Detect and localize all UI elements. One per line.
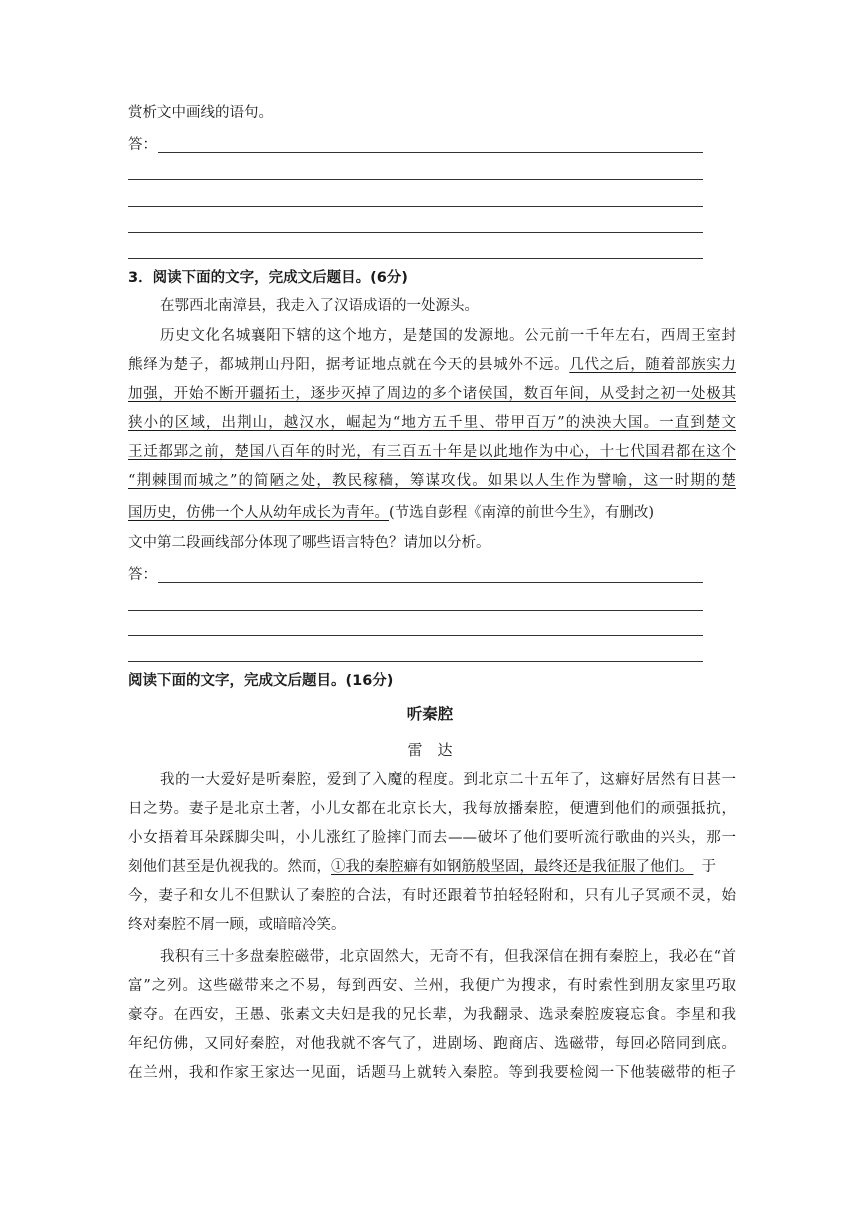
- q3-source: (节选自彭程《南漳的前世今生》，有删改): [389, 505, 655, 521]
- q2-instruction: 赏析文中画线的语句。: [128, 105, 273, 121]
- q3-p2-line-2: [128, 355, 736, 375]
- answer-label: 答：: [128, 567, 157, 583]
- q3-underlined-start: 几代之后，随着部族实力: [569, 357, 737, 373]
- passage-p2-line-1: 我积有三十多盘秦腔磁带，北京固然大，无奇不有，但我深信在拥有秦腔上，我必在“首: [160, 949, 736, 965]
- answer-line: [128, 179, 703, 180]
- answer-line: [158, 582, 703, 583]
- passage-p1-line-4-plain: 刻他们甚至是仇视我的。然而，: [128, 859, 331, 875]
- q3-heading: 3．阅读下面的文字，完成文后题目。(6分): [128, 270, 408, 286]
- answer-line: [128, 232, 703, 233]
- passage-p1-line-2: 日之势。妻子是北京土著，小儿女都在北京长大，我每放播秦腔，便遭到他们的顽强抵抗，: [128, 801, 736, 817]
- reading-heading: 阅读下面的文字，完成文后题目。(16分): [128, 673, 394, 689]
- q3-p2-line-1: 历史文化名城襄阳下辖的这个地方，是楚国的发源地。公元前一千年左右，西周王室封: [160, 328, 736, 344]
- answer-line: [128, 635, 703, 636]
- passage-author: 雷 达: [407, 741, 453, 759]
- passage-p2-line-5: 在兰州，我和作家王家达一见面，话题马上就转入秦腔。等到我要检阅一下他装磁带的柜子: [128, 1065, 736, 1081]
- passage-p1-line-4-tail: 于: [701, 859, 716, 875]
- q3-underlined-end: 国历史，仿佛一个人从幼年成长为青年。: [128, 505, 389, 521]
- q3-p2-line-5: 王迁都郢之前，楚国八百年的时光，有三百五十年是以此地作为中心，十七代国君都在这个: [128, 444, 736, 460]
- q2-answer-area[interactable]: [128, 135, 708, 155]
- answer-line: [128, 661, 703, 662]
- answer-line: [158, 152, 703, 153]
- passage-p1-line-1: 我的一大爱好是听秦腔，爱到了入魔的程度。到北京二十五年了，这癖好居然有日甚一: [160, 772, 736, 788]
- answer-line: [128, 258, 703, 259]
- passage-p1-line-5: 今，妻子和女儿不但默认了秦腔的合法，有时还跟着节拍轻轻附和，只有儿子冥顽不灵，始: [128, 888, 736, 904]
- q3-p2-line-4: 狭小的区域，出荆山，越汉水，崛起为“地方五千里、带甲百万”的泱泱大国。一直到楚文: [128, 415, 736, 431]
- answer-label: 答：: [128, 137, 157, 153]
- passage-p1-line-6: 终对秦腔不屑一顾，或暗暗冷笑。: [128, 917, 346, 933]
- passage-p1-line-3: 小女捂着耳朵踩脚尖叫，小儿涨红了脸摔门而去——破坏了他们要听流行歌曲的兴头，那一: [128, 830, 736, 846]
- passage-p2-line-4: 年纪仿佛，又同好秦腔，对他我就不客气了，进剧场、跑商店、选磁带，每回必陪同到底。: [128, 1036, 736, 1052]
- q3-paragraph-1: 在鄂西北南漳县，我走入了汉语成语的一处源头。: [160, 298, 479, 314]
- q3-p2-line-3: 加强，开始不断开疆拓土，逐步灭掉了周边的多个诸侯国，数百年间，从受封之初一处极其: [128, 386, 736, 402]
- passage-p2-line-2: 富”之列。这些磁带来之不易，每到西安、兰州，我便广为搜求，有时索性到朋友家里巧取: [128, 978, 736, 994]
- q3-p2-line-6: “荆棘围而城之”的简陋之处，教民稼穑，筹谋攻伐。如果以人生作为譬喻，这一时期的楚: [128, 473, 736, 489]
- passage-underlined-sentence-1: ①我的秦腔癖有如钢筋般坚固，最终还是我征服了他们。: [331, 859, 694, 875]
- passage-p1-line-4: [128, 857, 736, 877]
- answer-line: [128, 206, 703, 207]
- q3-p2-line-2-plain: 熊绎为楚子，都城荆山丹阳，据考证地点就在今天的县城外不远。: [128, 357, 570, 373]
- q3-question: 文中第二段画线部分体现了哪些语言特色？请加以分析。: [128, 535, 491, 551]
- passage-title: 听秦腔: [406, 705, 454, 723]
- answer-line: [128, 610, 703, 611]
- passage-p2-line-3: 豪夺。在西安，王愚、张素文夫妇是我的兄长辈，为我翻录、选录秦腔废寝忘食。李星和我: [128, 1007, 736, 1023]
- q3-p2-line-7: [128, 503, 736, 523]
- q3-answer-area[interactable]: [128, 565, 708, 585]
